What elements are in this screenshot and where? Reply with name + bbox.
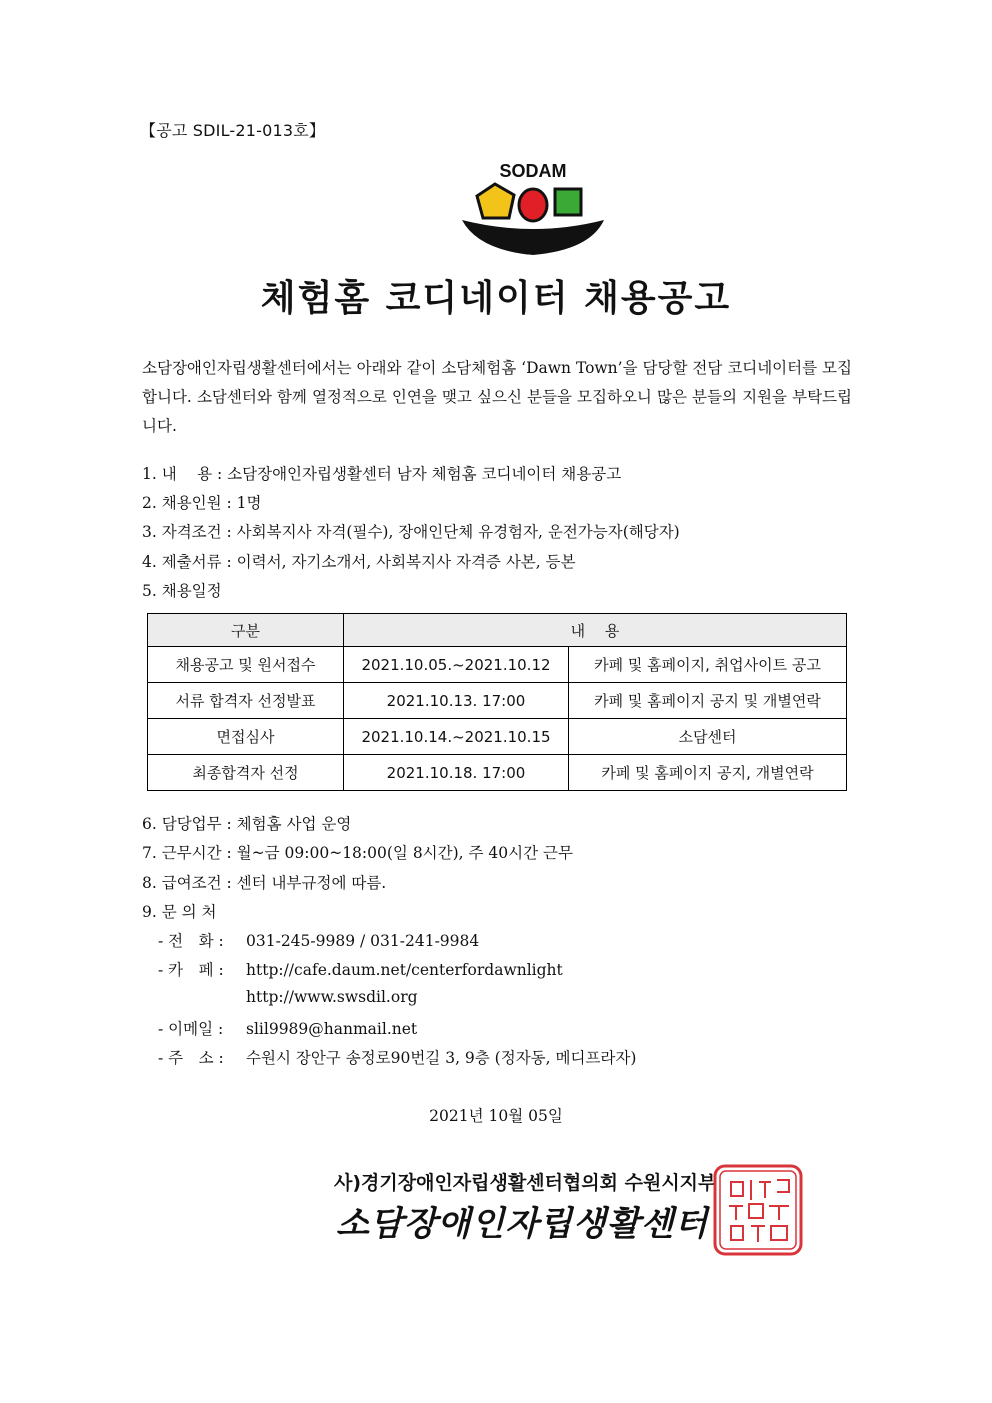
cell-method: 카페 및 홈페이지 공지, 개별연락	[569, 755, 847, 791]
logo-text: SODAM	[499, 161, 567, 181]
table-header-row	[148, 614, 847, 647]
contact-email	[158, 1017, 417, 1039]
item-salary: 8. 급여조건 : 센터 내부규정에 따름.	[142, 874, 387, 892]
item-documents: 4. 제출서류 : 이력서, 자기소개서, 사회복지사 자격증 사본, 등본	[142, 553, 576, 571]
item-schedule-heading: 5. 채용일정	[142, 582, 222, 600]
item-headcount: 2. 채용인원 : 1명	[142, 494, 262, 512]
intro-paragraph: 소담장애인자립생활센터에서는 아래와 같이 소담체험홈 ‘Dawn Town’을 담당할 전담 코디네이터를 모집합니다. 소담센터와 함께 열정적으로 인연을 맺고 싶으신 분들을 모집하오니 많은 분들의 지원을 부탁드립니다.	[142, 359, 852, 435]
contact-value: 수원시 장안구 송정로90번길 3, 9층 (정자동, 메디프라자)	[246, 1049, 637, 1067]
logo-circle	[519, 189, 547, 221]
contact-address	[158, 1046, 636, 1068]
table-row	[148, 719, 847, 755]
notice-number: 【공고 SDIL-21-013호】	[140, 121, 326, 140]
table-row	[148, 683, 847, 719]
schedule-table	[147, 613, 847, 791]
organization-name: 사)경기장애인자립생활센터협의회 수원시지부	[334, 1172, 717, 1194]
contact-label: - 전 화 :	[158, 932, 224, 950]
table-row	[148, 647, 847, 683]
cell-stage: 최종합격자 선정	[148, 755, 344, 791]
header-content: 내 용	[344, 614, 847, 647]
item-hours: 7. 근무시간 : 월~금 09:00~18:00(일 8시간), 주 40시간 근무	[142, 844, 573, 862]
contact-label: - 이메일 :	[158, 1020, 224, 1038]
contact-label: - 주 소 :	[158, 1049, 224, 1067]
cell-stage: 서류 합격자 선정발표	[148, 683, 344, 719]
cell-stage: 면접심사	[148, 719, 344, 755]
cell-method: 소담센터	[569, 719, 847, 755]
official-seal	[711, 1162, 805, 1258]
page-title: 체험홈 코디네이터 채용공고	[260, 278, 732, 319]
notice-date: 2021년 10월 05일	[429, 1107, 563, 1125]
item-duties: 6. 담당업무 : 체험홈 사업 운영	[142, 815, 352, 833]
table-row	[148, 755, 847, 791]
center-name: 소담장애인자립생활센터	[336, 1204, 709, 1244]
contact-website	[158, 988, 418, 1006]
cell-date: 2021.10.14.~2021.10.15	[344, 719, 569, 755]
cell-date: 2021.10.05.~2021.10.12	[344, 647, 569, 683]
sodam-logo	[458, 160, 608, 260]
cell-date: 2021.10.18. 17:00	[344, 755, 569, 791]
contact-value: 031-245-9989 / 031-241-9984	[246, 932, 480, 950]
website-link[interactable]: http://www.swsdil.org	[246, 988, 418, 1006]
cafe-link[interactable]: http://cafe.daum.net/centerfordawnlight	[246, 961, 563, 979]
item-qualifications: 3. 자격조건 : 사회복지사 자격(필수), 장애인단체 유경험자, 운전가능자(해당자)	[142, 523, 680, 541]
cell-method: 카페 및 홈페이지 공지 및 개별연락	[569, 683, 847, 719]
contact-cafe	[158, 958, 563, 980]
contact-phone	[158, 929, 479, 951]
item-content: 1. 내 용 : 소담장애인자립생활센터 남자 체험홈 코디네이터 채용공고	[142, 465, 622, 483]
logo-pentagon	[477, 184, 514, 218]
cell-method: 카페 및 홈페이지, 취업사이트 공고	[569, 647, 847, 683]
email-link[interactable]: slil9989@hanmail.net	[246, 1020, 418, 1038]
header-category: 구분	[148, 614, 344, 647]
logo-bowl	[462, 220, 604, 255]
logo-square	[555, 189, 581, 215]
cell-date: 2021.10.13. 17:00	[344, 683, 569, 719]
contact-label: - 카 페 :	[158, 961, 224, 979]
cell-stage: 채용공고 및 원서접수	[148, 647, 344, 683]
item-inquiries: 9. 문 의 처	[142, 903, 217, 921]
